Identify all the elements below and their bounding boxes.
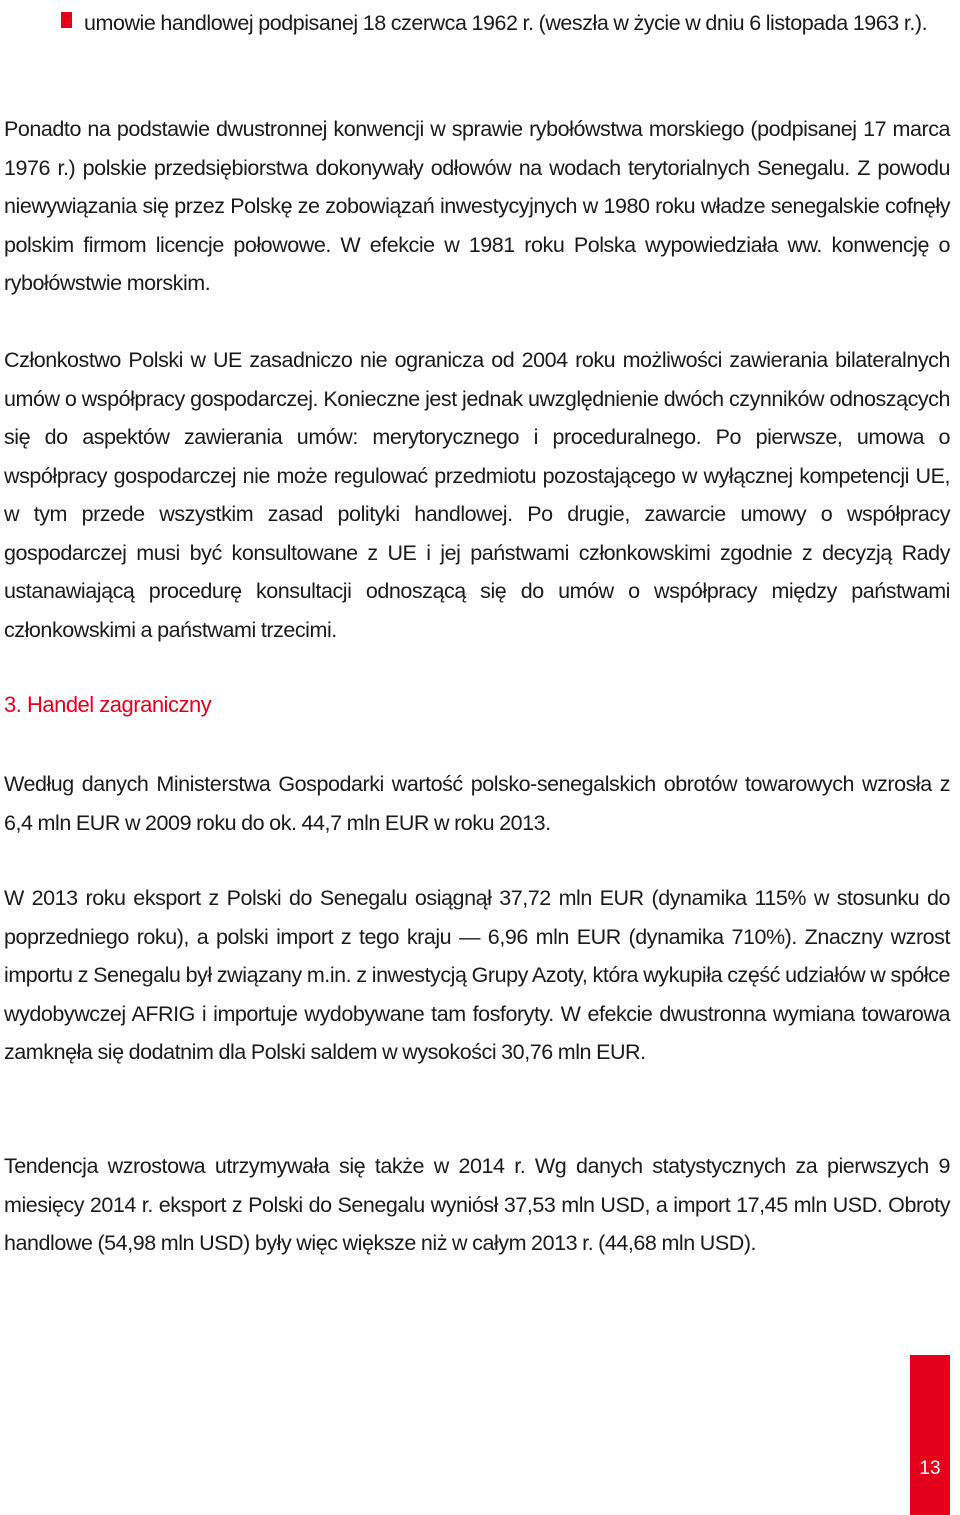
red-square-bullet-icon: [61, 12, 72, 28]
paragraph-fisheries-convention: Ponadto na podstawie dwustronnej konwencji w sprawie rybołówstwa morskiego (podpisanej 17 marca 1976 r.) polskie przedsiębiorstwa dokonywały odłowów na wodach terytorialnych Senegalu. Z powodu niewywiązania się przez Polskę ze zobowiązań inwestycyjnych w 1980 roku władze senegalskie cofnęły polskim firmom licencje połowowe. W efekcie w 1981 roku Polska wypowiedziała ww. konwencję o rybołówstwie morskim.: [4, 117, 950, 295]
paragraph-2013-trade: W 2013 roku eksport z Polski do Senegalu osiągnął 37,72 mln EUR (dynamika 115% w stosunku do poprzedniego roku), a polski import z tego kraju — 6,96 mln EUR (dynamika 710%). Znaczny wzrost importu z Senegalu był związany m.in. z inwestycją Grupy Azoty, która wykupiła część udziałów w spółce wydobywczej AFRIG i importuje wydobywane tam fosforyty. W efekcie dwustronna wymiana towarowa zamknęła się dodatnim dla Polski saldem w wysokości 30,76 mln EUR.: [4, 886, 950, 1064]
paragraph-2014-trend: Tendencja wzrostowa utrzymywała się także w 2014 r. Wg danych statystycznych za pierwszych 9 miesięcy 2014 r. eksport z Polski do Senegalu wyniósł 37,53 mln USD, a import 17,45 mln USD. Obroty handlowe (54,98 mln USD) były więc większe niż w całym 2013 r. (44,68 mln USD).: [4, 1154, 950, 1255]
bullet-list-item: [84, 4, 936, 43]
page-number: 13: [919, 1458, 941, 1479]
bullet-text: umowie handlowej podpisanej 18 czerwca 1962 r. (weszła w życie w dniu 6 listopada 1963 r.).: [84, 11, 928, 35]
paragraph-trade-value: Według danych Ministerstwa Gospodarki wartość polsko-senegalskich obrotów towarowych wzrosła z 6,4 mln EUR w 2009 roku do ok. 44,7 mln EUR w roku 2013.: [4, 772, 950, 835]
paragraph-eu-membership: Członkostwo Polski w UE zasadniczo nie ogranicza od 2004 roku możliwości zawierania bilateralnych umów o współpracy gospodarczej. Konieczne jest jednak uwzględnienie dwóch czynników odnoszących się do aspektów zawierania umów: merytorycznego i proceduralnego. Po pierwsze, umowa o współpracy gospodarczej nie może regulować przedmiotu pozostającego w wyłącznej kompetencji UE, w tym przede wszystkim zasad polityki handlowej. Po drugie, zawarcie umowy o współpracy gospodarczej musi być konsultowane z UE i jej państwami członkowskimi zgodnie z decyzją Rady ustanawiającą procedurę konsultacji odnoszącą się do umów o współpracy między państwami członkowskimi a państwami trzecimi.: [4, 348, 950, 642]
page-number-tab: [910, 1355, 950, 1515]
section-heading: 3. Handel zagraniczny: [4, 692, 212, 717]
